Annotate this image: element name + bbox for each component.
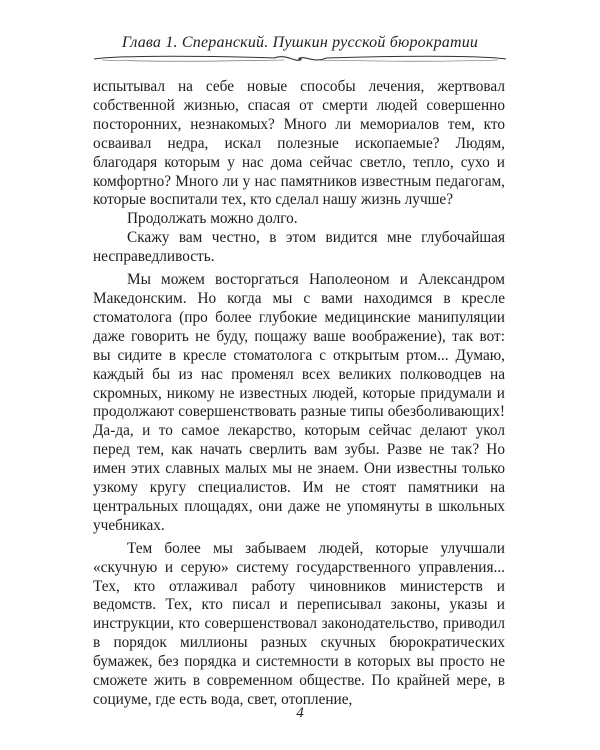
running-header xyxy=(0,28,600,68)
paragraph-continuation: испытывал на себе новые способы лечения, жертвовал собственной жизнью, спасая от смерти людей совершенно посторонних, незнакомых? Много ли мемориалов тем, кто осваивал недра, искал полезные ископаемые? Людям, благодаря которым у нас дома сейчас светло, тепло, сухо и комфортно? Много ли у нас памятников известным педагогам, которые воспитали тех, кто сделал нашу жизнь лучше? xyxy=(93,78,505,209)
paragraph: Продолжать можно долго. xyxy=(127,210,298,228)
paragraph: Скажу вам честно, в этом видится мне глубочайшая несправедливость. xyxy=(93,229,505,266)
page-body xyxy=(93,78,505,710)
ornament-divider xyxy=(94,52,506,66)
chapter-title: Глава 1. Сперанский. Пушкин русской бюрократии xyxy=(121,34,479,51)
paragraph: Тем более мы забываем людей, которые улучшали «скучную и серую» систему государственного управления... Тех, кто отлаживал работу чиновников министерств и ведомств. Тех, кто писал и переписывал законы, указы и инструкции, кто совершенствовал законодательство, приводил в порядок миллионы разных скучных бюрократических бумажек, без порядка и системности в которых вы просто не сможете жить в современном обществе. По крайней мере, в социуме, где есть вода, свет, отопление, xyxy=(93,539,505,708)
paragraph: Мы можем восторгаться Наполеоном и Александром Македонским. Но когда мы с вами находимся в кресле стоматолога (про более глубокие медицинские манипуляции даже говорить не буду, пощажу ваше воображение), так вот: вы сидите в кресле стоматолога с открытым ртом... Думаю, каждый бы из нас променял всех великих полководцев на скромных, никому не известных людей, которые придумали и продолжают совершенствовать разные типы обезболивающих! Да-да, и то самое лекарство, которым сейчас делают укол перед тем, как начать сверлить вам зубы. Разве не так? Но имен этих славных малых мы не знаем. Они известны только узкому кругу специалистов. Им не стоят памятники на центральных площадях, они даже не упомянуты в школьных учебниках. xyxy=(93,271,505,534)
page-number: 4 xyxy=(296,705,304,721)
